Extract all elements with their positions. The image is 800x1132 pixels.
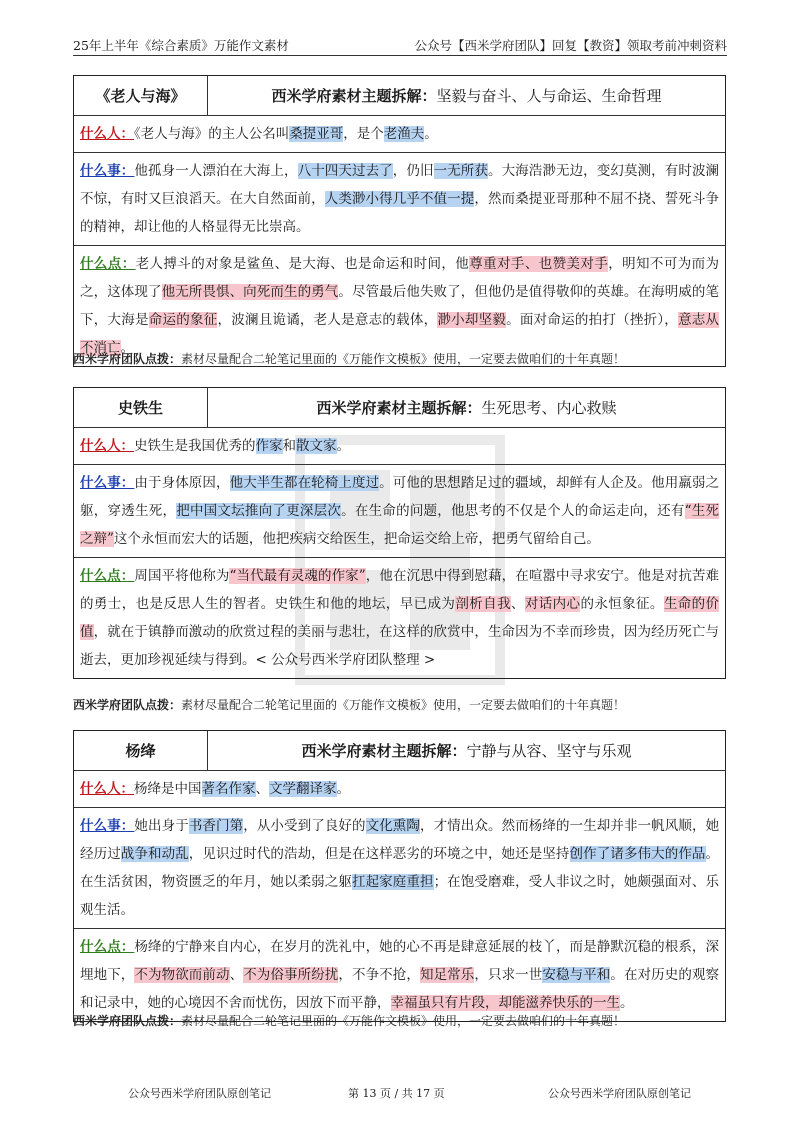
highlight: 不为物欲而前动: [134, 967, 230, 983]
highlight: 不为俗事所纷扰: [243, 967, 339, 983]
what-paragraph: [74, 465, 725, 558]
text-run: ，就在于镇静而激动的欣赏过程的美丽与悲壮，在这样的欣赏中，生命因为不幸而珍贵，因为经历死亡与逝去，更加珍视延续与得到。: [80, 624, 720, 668]
tip-label: 西米学府团队点拨：: [73, 1014, 182, 1028]
tip-text: 素材尽量配合二轮笔记里面的《万能作文模板》使用，一定要去做咱们的十年真题！: [181, 352, 626, 366]
text-run: 史铁生是我国优秀的: [134, 438, 256, 454]
what-label: 什么事：: [80, 163, 135, 179]
material-block-yang-jiang: [73, 730, 726, 1022]
block-title-row: [74, 731, 725, 771]
text-run: 。: [120, 340, 134, 356]
tip-label: 西米学府团队点拨：: [73, 698, 182, 712]
text-run: 。在生命的问题，他思考的不仅是个人的命运走向，还有: [341, 503, 685, 519]
text-run: 和: [282, 438, 296, 454]
highlight: 对话内心: [524, 596, 581, 612]
text-run: ，从小受到了良好的: [243, 818, 366, 834]
highlight: 幸福虽只有片段，却能滋养快乐的一生: [390, 995, 620, 1011]
text-run: 。在生活贫困，物资匮乏的年月，她以柔弱之躯: [80, 846, 720, 890]
page-header: [73, 34, 727, 56]
highlight: “当代最有灵魂的作家”: [229, 568, 366, 584]
highlight: 文化熏陶: [365, 818, 421, 834]
text-run: ；在饱受磨难，受人非议之时，她颇强面对、乐观生活。: [80, 874, 720, 918]
theme-label: 西米学府素材主题拆解：: [271, 87, 437, 105]
point-paragraph: [74, 558, 725, 678]
text-run: ，是个: [343, 126, 384, 142]
block-title: 杨绛: [74, 731, 208, 770]
highlight: 著名作家: [201, 781, 256, 797]
footer-right-text: 公众号西米学府团队原创笔记: [548, 1087, 691, 1100]
block-theme: [208, 731, 725, 770]
theme-text: 宁静与从容、坚守与乐观: [466, 742, 632, 760]
text-run: 的永恒象征。: [580, 596, 664, 612]
point-label: 什么点：: [80, 939, 135, 955]
team-tip: [73, 350, 625, 367]
text-run: 。: [336, 781, 350, 797]
highlight: 人类渺小得几乎不值一提: [324, 191, 475, 207]
text-run: 、: [255, 781, 269, 797]
theme-label: 西米学府素材主题拆解：: [316, 399, 482, 417]
page-number: 第 13 页 / 共 17 页: [348, 1087, 445, 1100]
theme-text: 坚毅与奋斗、人与命运、生命哲理: [436, 87, 662, 105]
block-title: 《老人与海》: [74, 76, 208, 115]
highlight: 文学翻译家: [269, 781, 337, 797]
text-run: 。在对历史的观察和记录中，她的心境因不舍而忧伤，因放下而平静，: [80, 967, 720, 1011]
theme-text: 生死思考、内心救赎: [481, 399, 617, 417]
team-tip: [73, 1012, 625, 1029]
highlight: 渺小却坚毅: [437, 312, 507, 328]
who-paragraph: [74, 771, 725, 808]
point-label: 什么点：: [80, 568, 135, 584]
text-run: 。: [424, 126, 438, 142]
point-label: 什么点：: [80, 256, 136, 272]
text-run: 。: [620, 995, 634, 1011]
highlight: 作家: [255, 438, 283, 454]
highlight: 安稳与平和: [542, 967, 611, 983]
text-run: 周国平将他称为: [134, 568, 230, 584]
highlight: 老渔夫: [383, 126, 425, 142]
highlight: 尊重对手、也赞美对手: [469, 256, 609, 272]
block-title-row: [74, 388, 725, 428]
block-theme: [208, 76, 725, 115]
point-paragraph: [74, 246, 725, 366]
text-run: 、: [510, 596, 525, 612]
highlight: 扛起家庭重担: [351, 874, 434, 890]
text-run: 这个永恒而宏大的话题，他把疾病交给医生，把命运交给上帝，把勇气留给自己。: [113, 531, 600, 547]
block-theme: [208, 388, 725, 427]
what-label: 什么事：: [80, 818, 135, 834]
highlight: 把中国文坛推向了更深层次: [176, 503, 342, 519]
highlight: 八十四天过去了: [297, 163, 393, 179]
what-label: 什么事：: [80, 475, 135, 491]
highlight: 一无所获: [433, 163, 488, 179]
highlight: 知足常乐: [419, 967, 475, 983]
highlight: 战争和动乱: [120, 846, 189, 862]
text-run: ，才情出众。然而杨绛的一生却并非一帆风顺，她经历过: [80, 818, 720, 862]
text-run: 。尽管最后他失败了，但他仍是值得敬仰的英雄。在海明威的笔下，大海是: [80, 284, 720, 328]
text-run: 、: [229, 967, 244, 983]
header-right-text: 公众号【西米学府团队】回复【教资】领取考前冲刺资料: [414, 37, 727, 53]
team-tip: [73, 696, 625, 713]
header-left-text: 25年上半年《综合素质》万能作文素材: [73, 37, 289, 53]
text-run: 由于身体原因，: [134, 475, 230, 491]
text-run: 杨绛的宁静来自内心，在岁月的洗礼中，她的心不再是肆意延展的枝丫，而是静默沉稳的根系，深埋地下，: [80, 939, 720, 983]
text-run: 。面对命运的拍打（挫折），: [506, 312, 679, 328]
text-run: ，不争不抢，: [338, 967, 420, 983]
highlight: 书香门第: [188, 818, 244, 834]
highlight: 桑提亚哥: [289, 126, 344, 142]
text-run: ，他在沉思中得到慰藉，在喧嚣中寻求安宁。他是对抗苦难的勇士，也是反思人生的智者。史铁生和他的地坛，早已成为: [80, 568, 720, 612]
text-run: ，只求一世: [474, 967, 543, 983]
text-run: ，见识过时代的浩劫，但是在这样恶劣的环境之中，她还是坚持: [188, 846, 570, 862]
block-title-row: [74, 76, 725, 116]
block-title: 史铁生: [74, 388, 208, 427]
text-run: 。: [336, 438, 350, 454]
highlight: 他无所畏惧、向死而生的勇气: [161, 284, 339, 300]
text-run: ，明知不可为而为之，这体现了: [80, 256, 720, 300]
highlight: 剖析自我: [455, 596, 511, 612]
text-run: ，波澜且诡谲，老人是意志的载体，: [217, 312, 438, 328]
text-run: 。大海浩渺无边，变幻莫测，有时波澜不惊，有时又巨浪滔天。在大自然面前，: [80, 163, 720, 207]
point-paragraph: [74, 929, 725, 1021]
text-run: < 公众号西米学府团队整理 >: [255, 652, 436, 668]
highlight: 生命的价值: [80, 596, 720, 640]
material-block-old-man-and-sea: [73, 75, 726, 367]
highlight: 命运的象征: [148, 312, 218, 328]
text-run: 老人搏斗的对象是鲨鱼、是大海、也是命运和时间，他: [135, 256, 470, 272]
tip-text: 素材尽量配合二轮笔记里面的《万能作文模板》使用，一定要去做咱们的十年真题！: [181, 1014, 626, 1028]
highlight: 他大半生都在轮椅上度过: [229, 475, 380, 491]
text-run: 《老人与海》的主人公名叫: [134, 126, 290, 142]
highlight: 意志从不消亡: [80, 312, 720, 356]
footer-left-text: 公众号西米学府团队原创笔记: [128, 1087, 271, 1100]
who-paragraph: [74, 116, 725, 153]
who-paragraph: [74, 428, 725, 465]
highlight: “生死之辩”: [80, 503, 720, 547]
text-run: 杨绛是中国: [134, 781, 202, 797]
text-run: ，仍旧: [392, 163, 434, 179]
tip-label: 西米学府团队点拨：: [73, 352, 182, 366]
text-run: 她出身于: [134, 818, 189, 834]
who-label: 什么人：: [80, 781, 134, 797]
who-label: 什么人：: [80, 126, 134, 142]
who-label: 什么人：: [80, 438, 134, 454]
highlight: 创作了诸多伟大的作品: [569, 846, 706, 862]
text-run: 。可他的思想踏足过的疆域，却鲜有人企及。他用羸弱之躯，穿透生死，: [80, 475, 720, 519]
text-run: ，然而桑提亚哥那种不屈不挠、誓死斗争的精神，却让他的人格显得无比崇高。: [80, 191, 720, 235]
what-paragraph: [74, 808, 725, 929]
text-run: 他孤身一人漂泊在大海上，: [134, 163, 298, 179]
highlight: 散文家: [296, 438, 337, 454]
material-block-shi-tiesheng: [73, 387, 726, 679]
tip-text: 素材尽量配合二轮笔记里面的《万能作文模板》使用，一定要去做咱们的十年真题！: [181, 698, 626, 712]
theme-label: 西米学府素材主题拆解：: [301, 742, 467, 760]
what-paragraph: [74, 153, 725, 246]
